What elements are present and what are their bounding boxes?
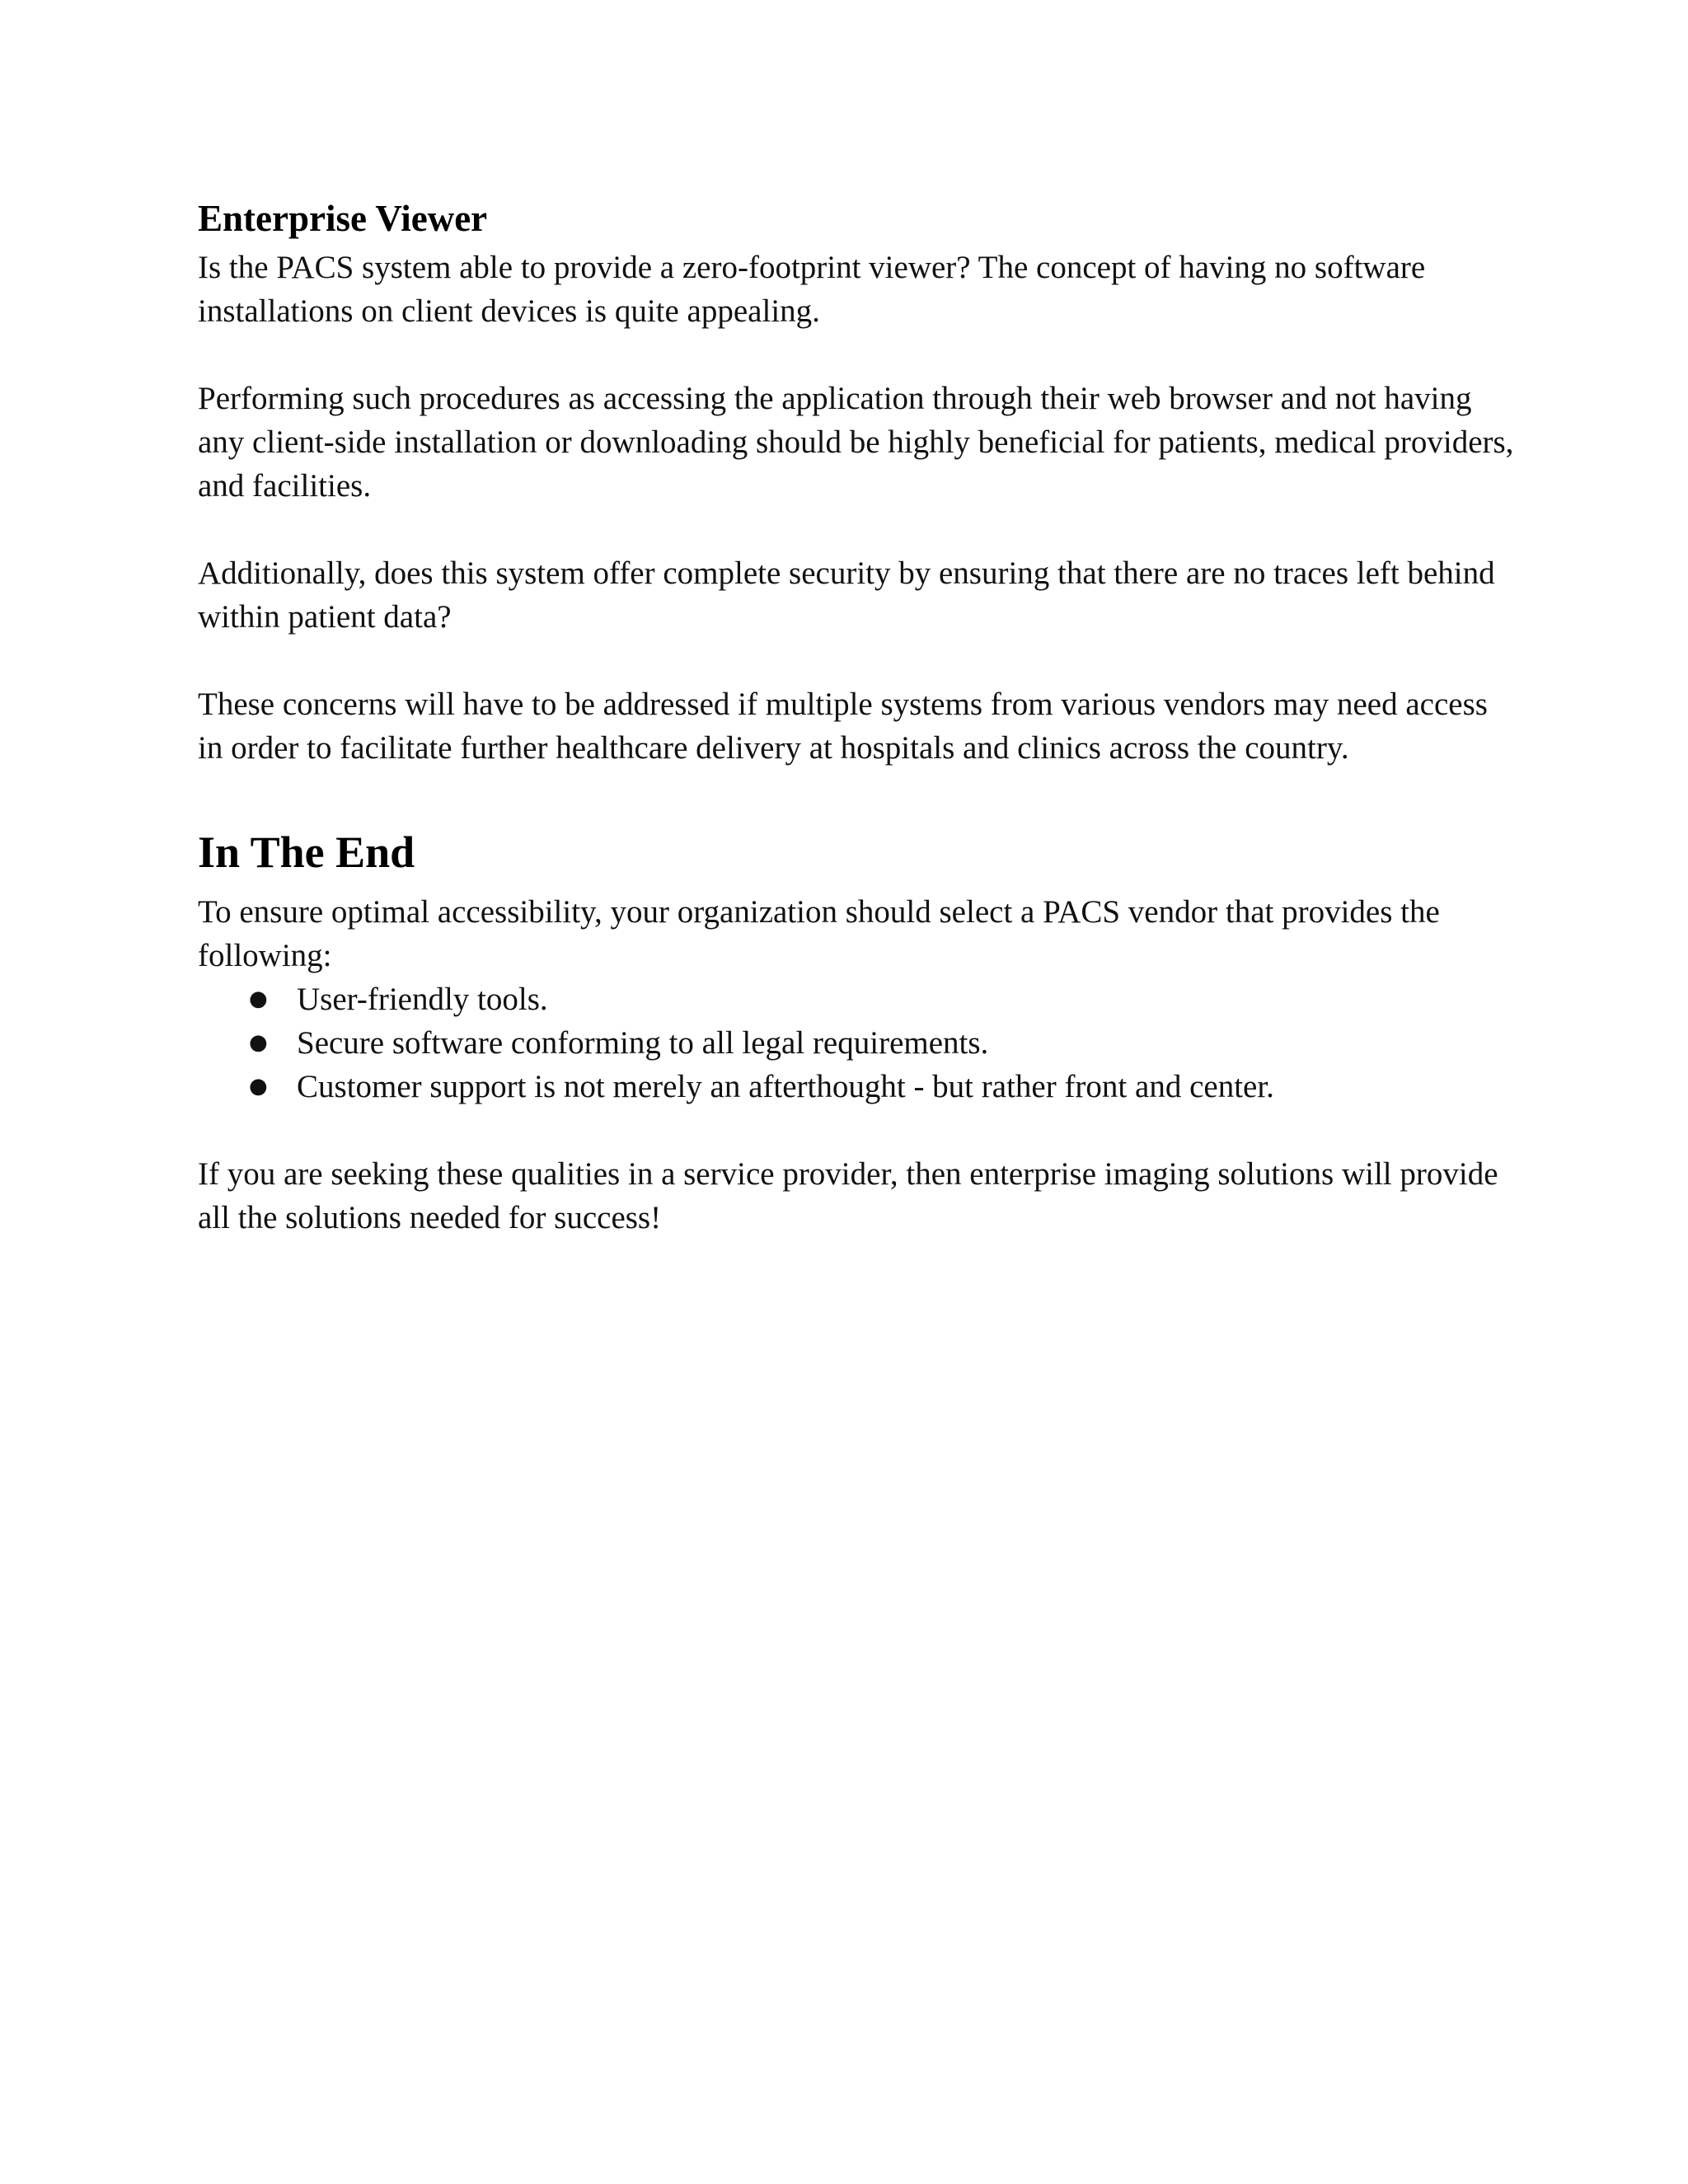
bullet-icon: ●	[249, 987, 268, 1011]
paragraph-security: Additionally, does this system offer complete security by ensuring that there are no traces left behind within patient data?	[198, 555, 1495, 635]
list-item	[198, 1065, 1517, 1108]
list-item-text: Secure software conforming to all legal requirements.	[297, 1025, 989, 1061]
list-item	[198, 977, 1517, 1021]
paragraph-web-browser: Performing such procedures as accessing the application through their web browser and not having any client-side installation or downloading should be highly beneficial for patients, medical providers, and facilities.	[198, 381, 1514, 504]
section-heading-in-the-end: In The End	[198, 827, 415, 877]
paragraph-spacer	[198, 333, 1517, 377]
bullet-icon: ●	[249, 1030, 268, 1055]
list-item-text: User-friendly tools.	[297, 982, 548, 1017]
paragraph-spacer	[198, 639, 1517, 682]
document-page	[198, 196, 1517, 1240]
paragraph-concerns: These concerns will have to be addressed if multiple systems from various vendors may need access in order to facilitate further healthcare delivery at hospitals and clinics across the country.	[198, 687, 1488, 766]
section-spacer	[198, 770, 1517, 826]
section-heading-enterprise-viewer: Enterprise Viewer	[198, 198, 488, 239]
bullet-list	[198, 977, 1517, 1108]
paragraph-closing: If you are seeking these qualities in a service provider, then enterprise imaging solutions will provide all the solutions needed for success!	[198, 1156, 1498, 1235]
bullet-icon: ●	[249, 1074, 268, 1099]
paragraph-intro: To ensure optimal accessibility, your organization should select a PACS vendor that provides the following:	[198, 894, 1440, 973]
list-item-text: Customer support is not merely an afterthought - but rather front and center.	[297, 1069, 1274, 1104]
paragraph-zero-footprint: Is the PACS system able to provide a zero-footprint viewer? The concept of having no software installations on client devices is quite appealing.	[198, 250, 1426, 329]
paragraph-spacer	[198, 1108, 1517, 1152]
list-item	[198, 1021, 1517, 1065]
paragraph-spacer	[198, 508, 1517, 551]
